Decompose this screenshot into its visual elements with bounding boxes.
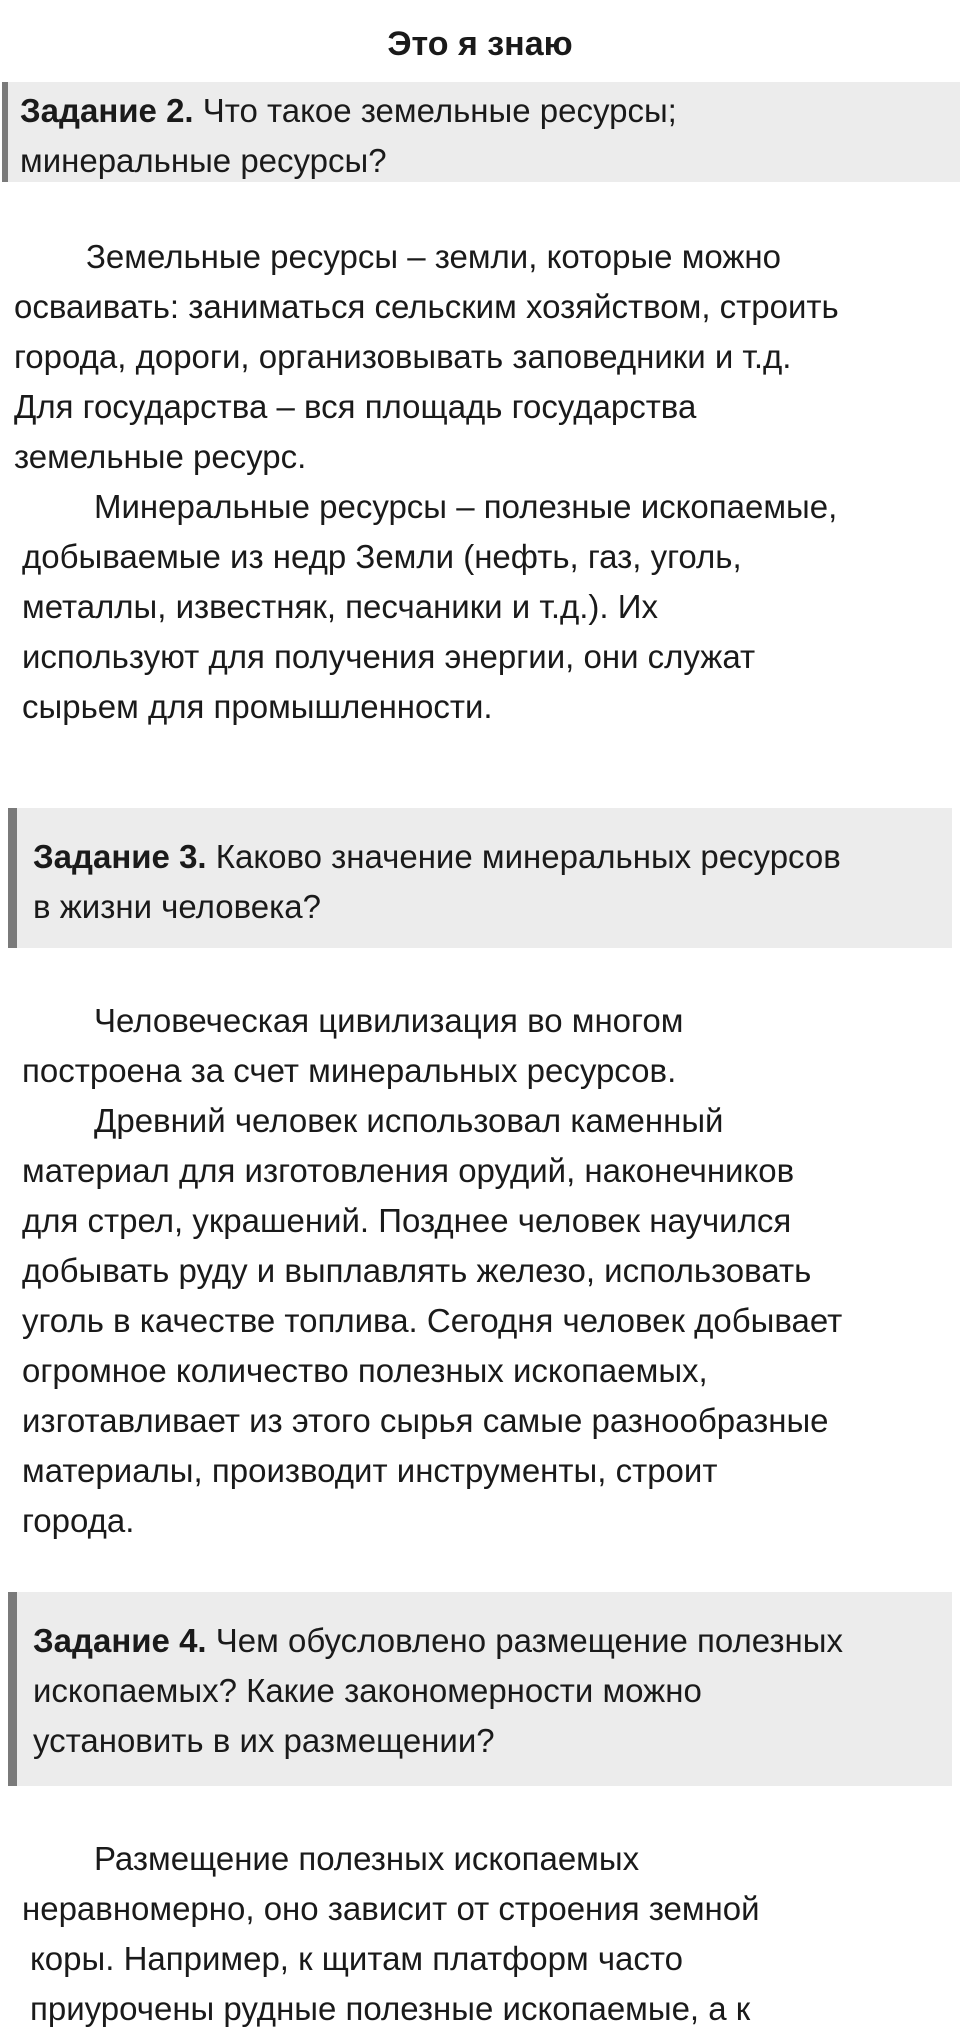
answer-line: города. [22,1502,135,1539]
answer-line: Человеческая цивилизация во многом [94,1002,684,1039]
task-2-question-line: минеральные ресурсы? [20,142,387,179]
task-3-question-line: в жизни человека? [33,888,321,925]
task-3-question-box [8,808,952,948]
answer-line: Для государства – вся площадь государства [14,388,697,425]
task-3-answer [22,996,842,1546]
answer-line: неравномерно, оно зависит от строения земной [22,1890,760,1927]
task-4-question-box [8,1592,952,1786]
task-4-label: Задание 4. [33,1622,207,1659]
answer-line: уголь в качестве топлива. Сегодня человек добывает [22,1302,843,1339]
answer-line: добываемые из недр Земли (нефть, газ, уголь, [22,538,742,575]
answer-line: добывать руду и выплавлять железо, использовать [22,1252,812,1289]
task-4-answer [22,1834,760,2034]
task-2-answer-paragraph [22,482,837,732]
answer-line: используют для получения энергии, они служат [22,638,756,675]
answer-line: осваивать: заниматься сельским хозяйством, строить [14,288,839,325]
task-2-question-line: Что такое земельные ресурсы; [193,92,677,129]
task-2-question [20,86,950,136]
answer-line: построена за счет минеральных ресурсов. [22,1052,677,1089]
task-2-answer-paragraph [14,232,839,482]
task-4-question-line: Чем обусловлено размещение полезных [206,1622,844,1659]
answer-line: Размещение полезных ископаемых [94,1840,640,1877]
task-4-question-line: установить в их размещении? [33,1722,495,1759]
task-2-label: Задание 2. [20,92,194,129]
answer-line: для стрел, украшений. Позднее человек научился [22,1202,792,1239]
answer-line: земельные ресурс. [14,438,307,475]
task-3-question [33,832,942,882]
answer-line: изготавливает из этого сырья самые разнообразные [22,1402,829,1439]
task-2-question-box [2,82,960,182]
page-title: Это я знаю [387,25,573,63]
task-3-label: Задание 3. [33,838,207,875]
answer-line: Минеральные ресурсы – полезные ископаемые, [94,488,838,525]
task-4-question [33,1616,942,1666]
answer-line: Земельные ресурсы – земли, которые можно [86,238,782,275]
answer-line: металлы, известняк, песчаники и т.д.). Их [22,588,658,625]
answer-line: коры. Например, к щитам платформ часто [30,1940,684,1977]
answer-line: сырьем для промышленности. [22,688,493,725]
answer-line: приурочены рудные полезные ископаемые, а к [30,1990,751,2027]
task-3-question-line: Каково значение минеральных ресурсов [206,838,841,875]
answer-line: материалы, производит инструменты, строит [22,1452,718,1489]
task-4-question-line: ископаемых? Какие закономерности можно [33,1672,702,1709]
answer-line: материал для изготовления орудий, наконечников [22,1152,795,1189]
answer-line: Древний человек использовал каменный [94,1102,724,1139]
answer-line: города, дороги, организовывать заповедники и т.д. [14,338,792,375]
answer-line: огромное количество полезных ископаемых, [22,1352,708,1389]
